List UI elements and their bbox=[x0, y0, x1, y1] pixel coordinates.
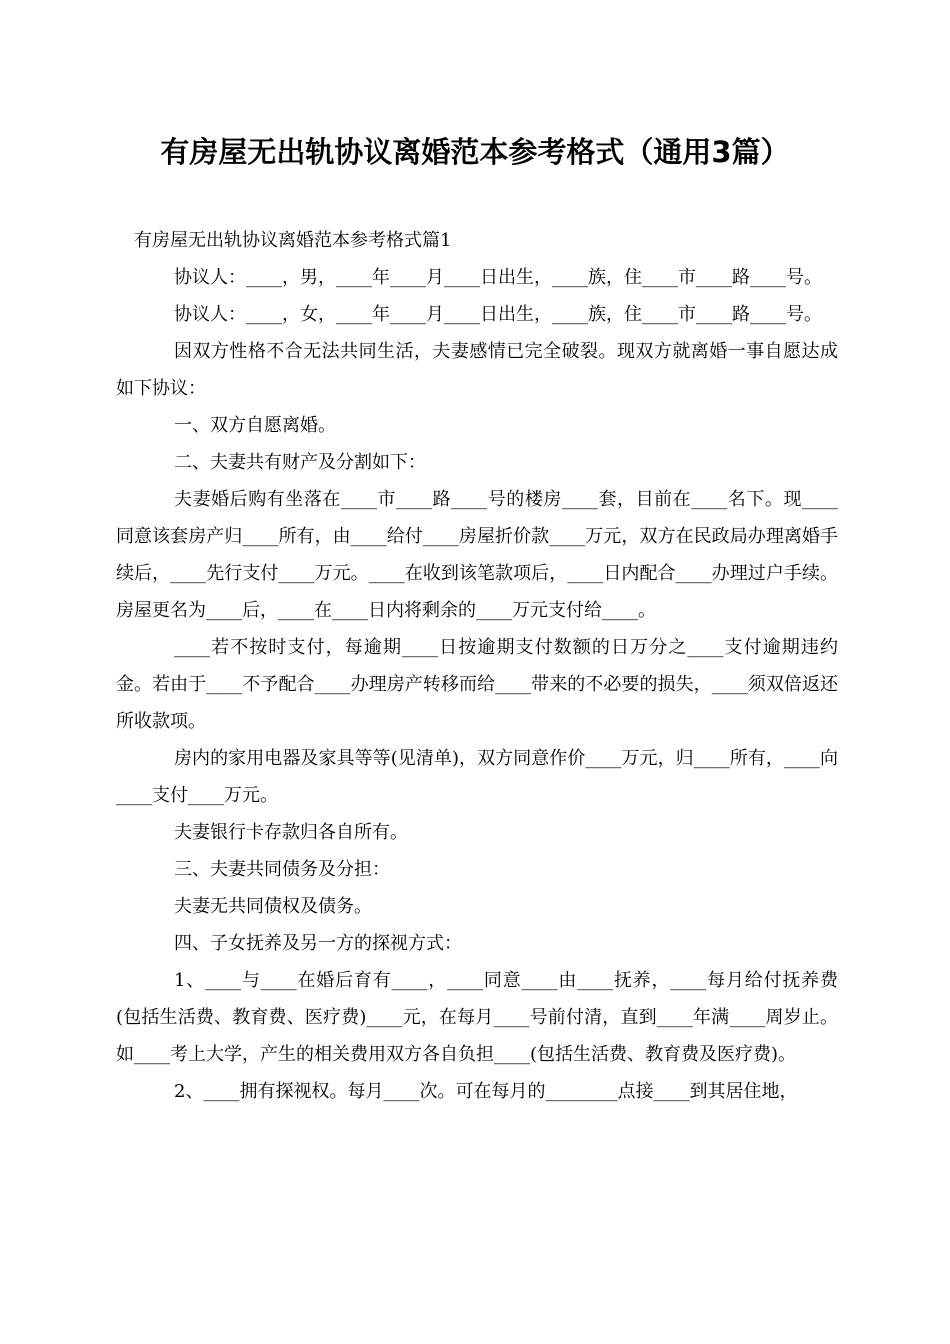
paragraph-house: 夫妻婚后购有坐落在____市____路____号的楼房____套，目前在____名下。现____同意该套房产归____所有，由____给付____房屋折价款____万元，双方在民政局办理离婚手续后，____先行支付____万元。____在收到该笔款项后，____日内配合____办理过户手续。房屋更名为____后，____在____日内将剩余的____万元支付给____。 bbox=[116, 489, 838, 621]
paragraph-debts: 夫妻无共同债权及债务。 bbox=[174, 896, 372, 917]
paragraph-child-support: 1、____与____在婚后育有____，____同意____由____抚养，____每月给付抚养费(包括生活费、教育费、医疗费)____元，在每月____号前付清，直到____年满____周岁止。如____考上大学，产生的相关费用双方各自负担____(包括生活费、教育费及医疗费)。 bbox=[116, 970, 838, 1065]
section-title: 有房屋无出轨协议离婚范本参考格式篇1 bbox=[134, 230, 452, 251]
paragraph-clause-3: 三、夫妻共同债务及分担： bbox=[174, 859, 390, 880]
paragraph-clause-1: 一、双方自愿离婚。 bbox=[174, 415, 336, 436]
paragraph-penalty: ____若不按时支付，每逾期____日按逾期支付数额的日万分之____支付逾期违约金。若由于____不予配合____办理房产转移而给____带来的不必要的损失，____须双倍返还所收款项。 bbox=[116, 637, 838, 732]
paragraph-clause-4: 四、子女抚养及另一方的探视方式： bbox=[174, 933, 462, 954]
paragraph-party-female: 协议人：____，女，____年____月____日出生，____族，住____市____路____号。 bbox=[174, 304, 822, 325]
paragraph-clause-2: 二、夫妻共有财产及分割如下： bbox=[174, 452, 426, 473]
document-title: 有房屋无出轨协议离婚范本参考格式（通用3篇） bbox=[160, 135, 790, 169]
paragraph-furniture: 房内的家用电器及家具等等(见清单)，双方同意作价____万元，归____所有，____向____支付____万元。 bbox=[116, 748, 838, 806]
paragraph-visitation: 2、____拥有探视权。每月____次。可在每月的________点接____到其居住地， bbox=[174, 1081, 798, 1102]
paragraph-bank: 夫妻银行卡存款归各自所有。 bbox=[174, 822, 408, 843]
paragraph-party-male: 协议人：____，男，____年____月____日出生，____族，住____市____路____号。 bbox=[174, 267, 822, 288]
paragraph-reason: 因双方性格不合无法共同生活，夫妻感情已完全破裂。现双方就离婚一事自愿达成如下协议： bbox=[116, 341, 838, 399]
document-body bbox=[116, 222, 838, 1110]
